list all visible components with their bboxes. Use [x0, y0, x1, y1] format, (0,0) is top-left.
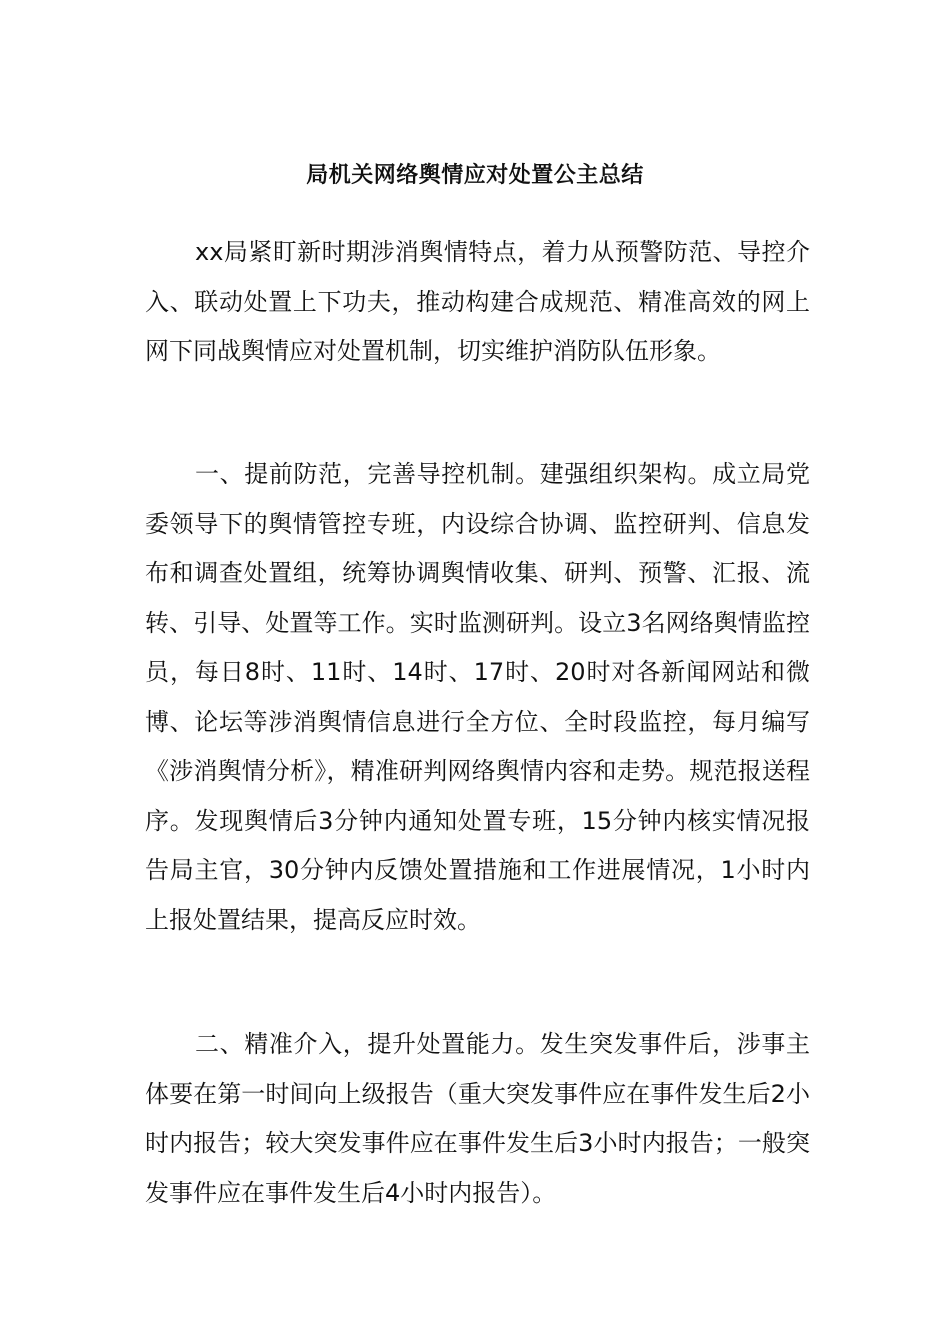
- paragraph-section-one: 一、提前防范，完善导控机制。建强组织架构。成立局党委领导下的舆情管控专班，内设综合协调、监控研判、信息发布和调查处置组，统筹协调舆情收集、研判、预警、汇报、流转、引导、处置等工作。实时监测研判。设立3名网络舆情监控员，每日8时、11时、14时、17时、20时对各新闻网站和微博、论坛等涉消舆情信息进行全方位、全时段监控，每月编写《涉消舆情分析》，精准研判网络舆情内容和走势。规范报送程序。发现舆情后3分钟内通知处置专班，15分钟内核实情况报告局主官，30分钟内反馈处置措施和工作进展情况，1小时内上报处置结果，提高反应时效。: [145, 460, 810, 934]
- paragraph-intro: xx局紧盯新时期涉消舆情特点，着力从预警防范、导控介入、联动处置上下功夫，推动构建合成规范、精准高效的网上网下同战舆情应对处置机制，切实维护消防队伍形象。: [145, 238, 810, 365]
- document-title: 局机关网络舆情应对处置公主总结: [306, 163, 644, 188]
- paragraph-section-two: 二、精准介入，提升处置能力。发生突发事件后，涉事主体要在第一时间向上级报告（重大突发事件应在事件发生后2小时内报告；较大突发事件应在事件发生后3小时内报告；一般突发事件应在事件发生后4小时内报告）。: [145, 1030, 810, 1207]
